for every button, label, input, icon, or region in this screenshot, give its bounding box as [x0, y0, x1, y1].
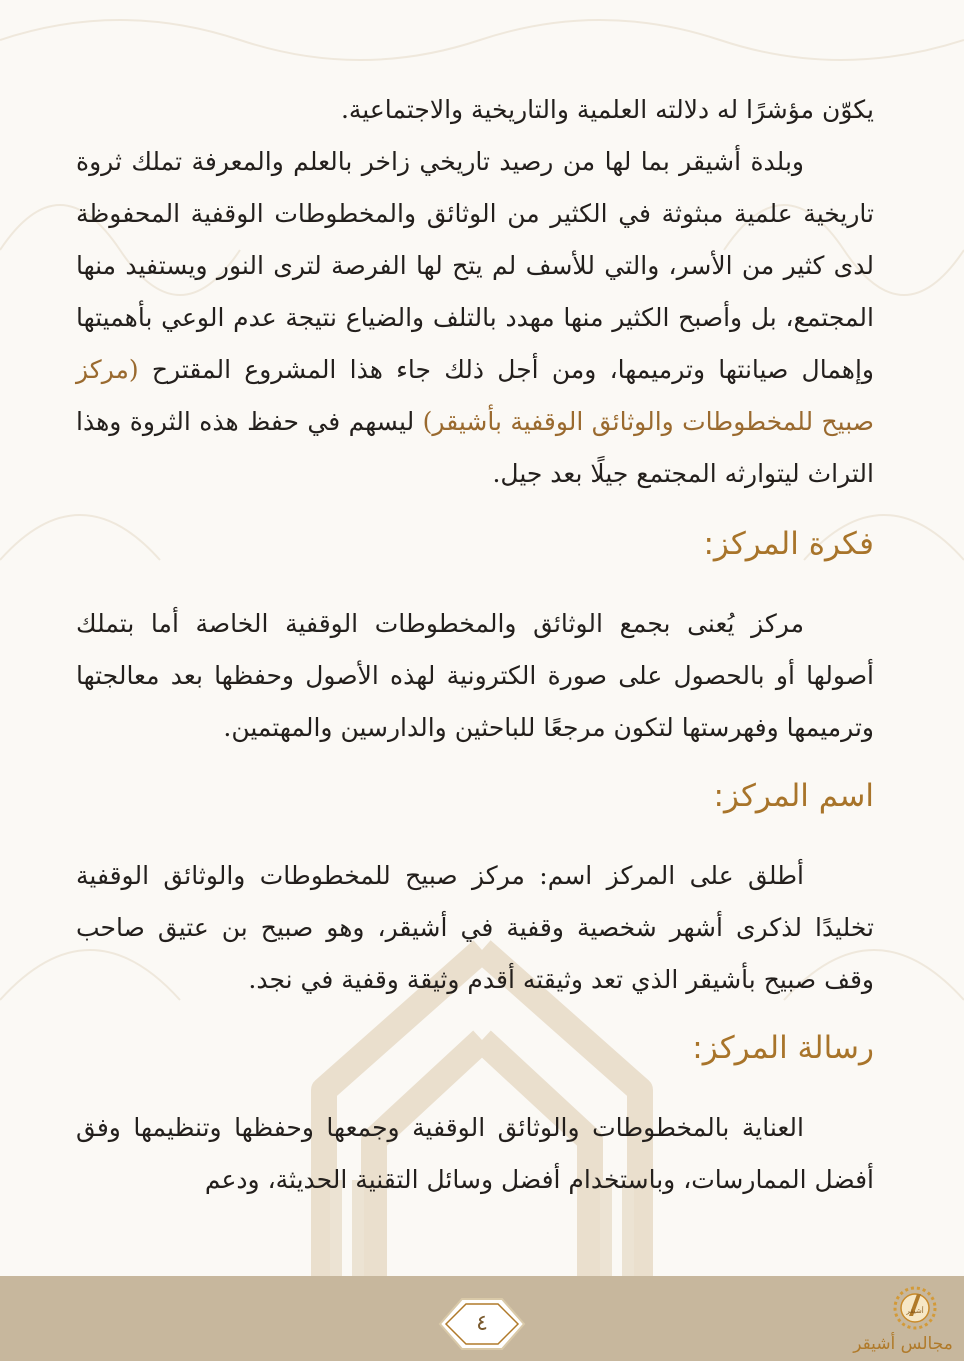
heading-center-message: رسالة المركز:: [692, 1030, 874, 1066]
main-content: [76, 84, 874, 1206]
heading-center-idea: فكرة المركز:: [703, 526, 874, 562]
paragraph-center-message: العناية بالمخطوطات والوثائق الوقفية وجمعها وحفظها وتنظيمها وفق أفضل الممارسات، وباستخدام أفضل وسائل التقنية الحديثة، ودعم: [76, 1113, 874, 1194]
paragraph-center-idea: مركز يُعنى بجمع الوثائق والمخطوطات الوقفية الخاصة أما بتملك أصولها أو بالحصول على صورة الكترونية لهذه الأصول وحفظها بعد معالجتها وترميمها وفهرستها لتكون مرجعًا للباحثين والدارسين والمهتمين.: [76, 609, 874, 742]
logo-caption: مجالس أشيقر: [853, 1334, 953, 1354]
paragraph-ashaiqer-end: ليسهم في حفظ هذه الثروة وهذا التراث ليتوارثه المجتمع جيلًا بعد جيل.: [76, 407, 874, 488]
paragraph-center-name: أطلق على المركز اسم: مركز صبيح للمخطوطات والوثائق الوقفية تخليدًا لذكرى أشهر شخصية وقفية في أشيقر، وهو صبيح بن عتيق صاحب وقف صبيح بأشيقر الذي تعد وثيقته أقدم وثيقة وقفية في نجد.: [76, 861, 874, 994]
page-number: ٤: [476, 1311, 488, 1336]
logo-mark-text: أشيقر: [906, 1307, 924, 1315]
paragraph-ashaiqer: [76, 136, 874, 500]
heading-center-name: اسم المركز:: [713, 778, 874, 814]
paragraph-ashaiqer-text: وبلدة أشيقر بما لها من رصيد تاريخي زاخر بالعلم والمعرفة تملك ثروة تاريخية علمية مبثوثة في الكثير من الوثائق والمخطوطات الوقفية المحفوظة لدى كثير من الأسر، والتي للأسف لم يتح لها الفرصة لترى النور ويستفيد منها المجتمع، بل وأصبح الكثير منها مهدد بالتلف والضياع نتيجة عدم الوعي بأهميتها وإهمال صيانتها وترميمها، ومن أجل ذلك جاء هذا المشروع المقترح: [76, 147, 874, 384]
center-name-highlight: (مركز صبيح للمخطوطات والوثائق الوقفية بأشيقر): [76, 355, 874, 436]
paragraph-intro: يكوّن مؤشرًا له دلالته العلمية والتاريخية والاجتماعية.: [340, 95, 874, 124]
